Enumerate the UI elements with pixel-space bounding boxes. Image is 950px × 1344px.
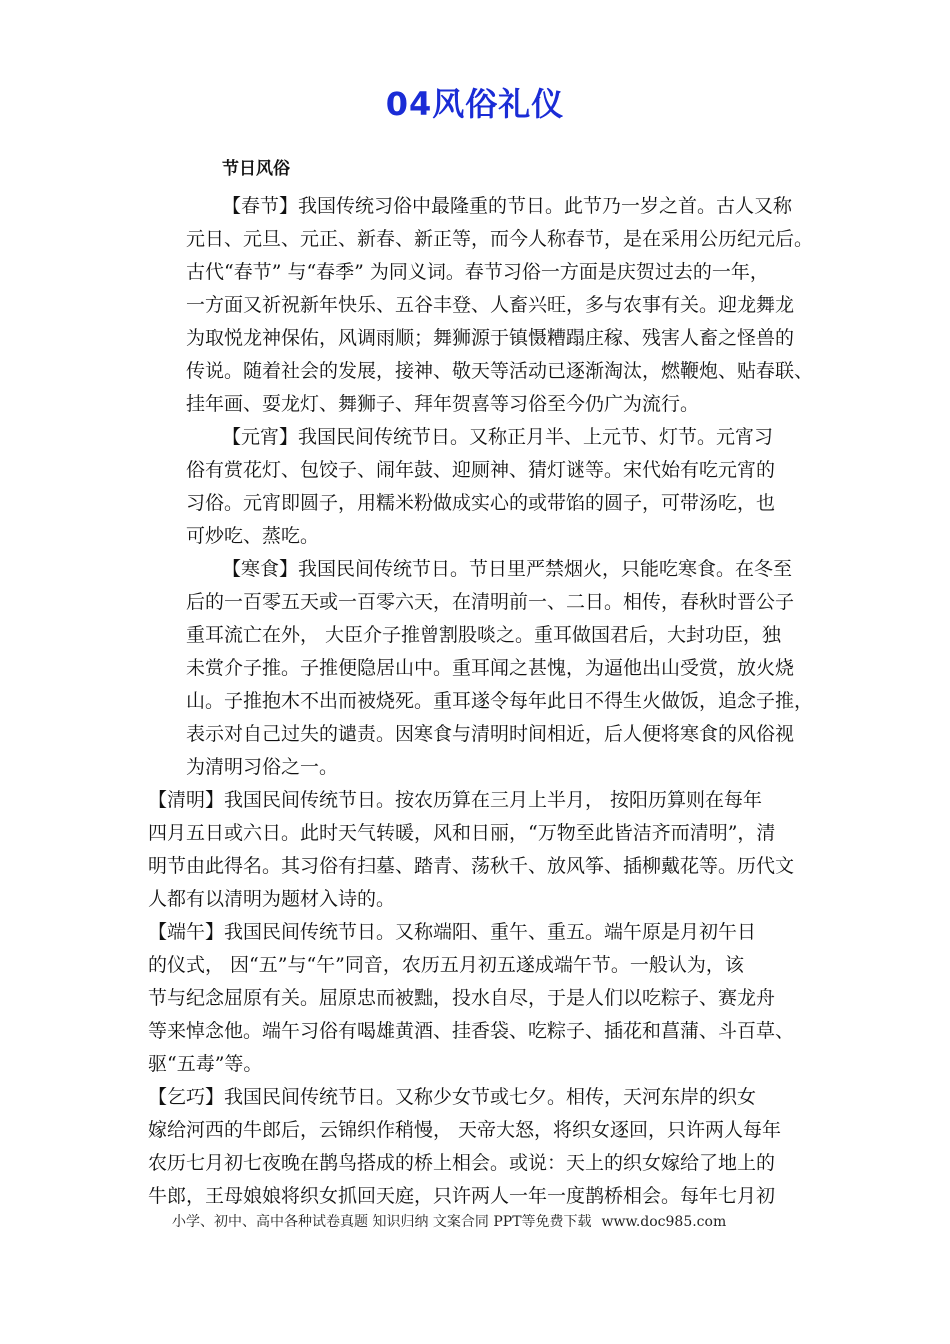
text-line: 习俗。元宵即圆子，用糯米粉做成实心的或带馅的圆子，可带汤吃，也 bbox=[186, 492, 776, 514]
text-line: 明节由此得名。其习俗有扫墓、踏青、荡秋千、放风筝、插柳戴花等。历代文 bbox=[148, 855, 795, 877]
text-line: 未赏介子推。子推便隐居山中。重耳闻之甚愧，为逼他出山受赏，放火烧 bbox=[186, 657, 795, 679]
text-line: 后的一百零五天或一百零六天，在清明前一、二日。相传，春秋时晋公子 bbox=[186, 591, 795, 613]
text-line: 人都有以清明为题材入诗的。 bbox=[148, 888, 396, 910]
text-line: 为清明习俗之一。 bbox=[186, 756, 339, 778]
text-line: 【端午】我国民间传统节日。又称端阳、重午、重五。端午原是月初午日 bbox=[148, 921, 757, 943]
footer-text: 小学、初中、高中各种试卷真题 知识归纳 文案合同 PPT等免费下载 bbox=[172, 1214, 592, 1230]
text-line: 【元宵】我国民间传统节日。又称正月半、上元节、灯节。元宵习 bbox=[222, 426, 774, 448]
text-line: 重耳流亡在外， 大臣介子推曾割股啖之。重耳做国君后，大封功臣，独 bbox=[186, 624, 782, 646]
text-line: 嫁给河西的牛郎后，云锦织作稍慢， 天帝大怒，将织女逐回，只许两人每年 bbox=[148, 1119, 782, 1141]
page-title: 04风俗礼仪 bbox=[385, 85, 565, 123]
text-line: 四月五日或六日。此时天气转暖，风和日丽，“万物至此皆洁齐而清明”，清 bbox=[148, 822, 776, 844]
text-line: 节与纪念屈原有关。屈原忠而被黜，投水自尽，于是人们以吃粽子、赛龙舟 bbox=[148, 987, 776, 1009]
text-line: 古代“春节” 与“春季” 为同义词。春节习俗一方面是庆贺过去的一年， bbox=[186, 261, 769, 283]
text-line: 等来悼念他。端午习俗有喝雄黄酒、挂香袋、吃粽子、插花和菖蒲、斗百草、 bbox=[148, 1020, 795, 1042]
page-footer bbox=[172, 1212, 736, 1232]
text-line: 山。子推抱木不出而被烧死。重耳遂令每年此日不得生火做饭，追念子推， bbox=[186, 690, 814, 712]
text-line: 俗有赏花灯、包饺子、闹年鼓、迎厕神、猜灯谜等。宋代始有吃元宵的 bbox=[186, 459, 776, 481]
text-line: 【春节】我国传统习俗中最隆重的节日。此节乃一岁之首。古人又称 bbox=[222, 195, 793, 217]
text-line: 的仪式， 因“五”与“午”同音，农历五月初五遂成端午节。一般认为，该 bbox=[148, 954, 744, 976]
section-heading: 节日风俗 bbox=[222, 159, 290, 179]
text-line: 为取悦龙神保佑，风调雨顺；舞狮源于镇慑糟蹋庄稼、残害人畜之怪兽的 bbox=[186, 327, 795, 349]
text-line: 挂年画、耍龙灯、舞狮子、拜年贺喜等习俗至今仍广为流行。 bbox=[186, 393, 700, 415]
text-line: 【乞巧】我国民间传统节日。又称少女节或七夕。相传，天河东岸的织女 bbox=[148, 1086, 757, 1108]
footer-url: www.doc985.com bbox=[601, 1214, 727, 1230]
text-line: 可炒吃、蒸吃。 bbox=[186, 525, 320, 547]
text-line: 表示对自己过失的谴责。因寒食与清明时间相近，后人便将寒食的风俗视 bbox=[186, 723, 795, 745]
text-line: 传说。随着社会的发展，接神、敬天等活动已逐渐淘汰，燃鞭炮、贴春联、 bbox=[186, 360, 814, 382]
text-line: 农历七月初七夜晚在鹊鸟搭成的桥上相会。或说：天上的织女嫁给了地上的 bbox=[148, 1152, 776, 1174]
text-line: 【寒食】我国民间传统节日。节日里严禁烟火，只能吃寒食。在冬至 bbox=[222, 558, 793, 580]
text-line: 元日、元旦、元正、新春、新正等，而今人称春节，是在采用公历纪元后。 bbox=[186, 228, 814, 250]
text-line: 一方面又祈祝新年快乐、五谷丰登、人畜兴旺，多与农事有关。迎龙舞龙 bbox=[186, 294, 795, 316]
text-line: 牛郎，王母娘娘将织女抓回天庭，只许两人一年一度鹊桥相会。每年七月初 bbox=[148, 1185, 776, 1207]
text-line: 【清明】我国民间传统节日。按农历算在三月上半月， 按阳历算则在每年 bbox=[148, 789, 763, 811]
text-line: 驱“五毒”等。 bbox=[148, 1053, 263, 1075]
